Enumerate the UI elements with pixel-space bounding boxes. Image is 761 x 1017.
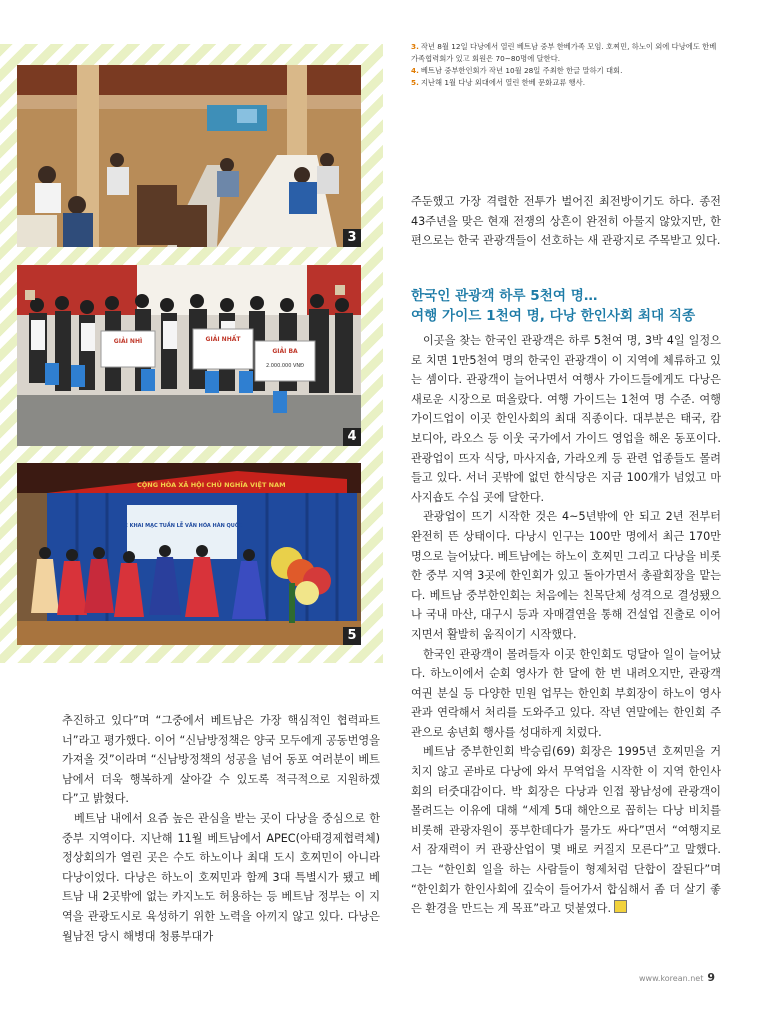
photo-number-4: 4 <box>343 428 361 446</box>
headline-line-1: 한국인 관광객 하루 5천여 명… <box>411 288 598 304</box>
body-paragraph: 관광업이 뜨기 시작한 것은 4~5년밖에 안 되고 2년 전부터 완전히 뜬 상태이다. 다낭시 인구는 100만 명에서 최근 170만 명으로 늘어났다. 베트남에는 하노이 호찌민 그리고 다낭을 비롯한 중부 지역 3곳에 한인회가 있고 돌아가면서 총괄회장을 맡는다. 베트남 중부한인회는 처음에는 친목단체 성격으로 결성됐으나 국내 마산, 대구시 등과 자매결연을 통해 건설업 진출로 이어지면서 활발히 움직이기 시작했다. <box>411 510 721 641</box>
caption-3: 3. 작년 8월 12일 다낭에서 열린 베트남 중부 한베가족 모임. 호찌민, 하노이 외에 다낭에도 한베가족협력회가 있고 회원은 70~80명에 달한다. <box>411 42 717 63</box>
photo-captions <box>411 41 721 89</box>
sign-giai-nhat: GIẢI NHẤT <box>205 336 241 343</box>
page-footer <box>639 971 715 984</box>
body-paragraph: 베트남 내에서 요즘 높은 관심을 받는 곳이 다낭을 중심으로 한 중부 지역이다. 지난해 11월 베트남에서 APEC(아태경제협력체) 정상회의가 열린 곳은 수도 하노이나 최대 도시 호찌민이 아니라 다낭이었다. 다낭은 하노이 호찌민과 함께 3대 특별시가 됐고 베트남 내 2곳밖에 없는 카지노도 허용하는 등 베트남 정부는 이 지역을 관광도시로 육성하기 위한 노력을 아끼지 않고 있다. 다낭은 월남전 당시 해병대 청룡부대가 <box>62 811 380 943</box>
photo-number-3: 3 <box>343 229 361 247</box>
right-column-body <box>411 331 721 919</box>
photo-5-image <box>17 463 361 645</box>
banner-line-1: LỄ KHAI MẠC TUẦN LỄ VĂN HÓA HÀN QUỐC <box>121 523 243 529</box>
left-column-body <box>62 711 380 946</box>
section-headline <box>411 286 721 326</box>
photo-number-5: 5 <box>343 627 361 645</box>
intro-paragraph: 주둔했고 가장 격렬한 전투가 벌어진 최전방이기도 하다. 종전 43주년을 맞은 현재 전쟁의 상흔이 완전히 아물지 않았지만, 한편으로는 한국 관광객들이 선호하는 새 관광지로 주목받고 있다. <box>411 195 721 248</box>
body-paragraph: 이곳을 찾는 한국인 관광객은 하루 5천여 명, 3박 4일 일정으로 치면 1만5천여 명의 한국인 관광객이 이 지역에 체류하고 있는 셈이다. 관광객이 늘어나면서 여행사 가이드들에게도 다낭은 새로운 시장으로 떠올랐다. 여행 가이드는 1천여 명 수준. 여행 가이드업이 이곳 한인사회의 최대 직종이다. 대부분은 태국, 캄보디아, 라오스 등 이웃 국가에서 가이드 영업을 해온 동포이다. 관광업이 뜨자 식당, 마사지숍, 가라오케 등 관련 업종들도 몰려들고 있다. 서너 곳밖에 없던 한식당은 지금 100개가 넘었고 마사지숍도 수십 곳에 달한다. <box>411 334 721 504</box>
photo-family-gathering <box>17 65 361 247</box>
footer-site: www.korean.net <box>638 974 704 983</box>
sign-giai-ba: GIẢI BA <box>272 348 298 355</box>
photo-speech-contest <box>17 265 361 446</box>
photo-culture-exchange <box>17 463 361 645</box>
photo-3-image <box>17 65 361 247</box>
sign-amount: 2.000.000 VNĐ <box>265 363 305 369</box>
sign-giai-nhi: GIẢI NHÌ <box>113 338 143 345</box>
right-column-intro <box>411 192 721 251</box>
body-paragraph: 한국인 관광객이 몰려들자 이곳 한인회도 덩달아 일이 늘어났다. 하노이에서 순회 영사가 한 달에 한 번 내려오지만, 관광객 여권 분실 등 다양한 민원 업무는 한인회 부회장이 하노이 영사관과 연락해서 처리를 도와주고 있다. 작년 연말에는 한인회 주관으로 송년회 행사를 성대하게 치렀다. <box>411 647 721 739</box>
page-number: 9 <box>707 971 715 984</box>
article-end-icon <box>614 900 627 913</box>
photo-4-image <box>17 265 361 446</box>
body-paragraph: 추진하고 있다”며 “그중에서 베트남은 가장 핵심적인 협력파트너”라고 평가했다. 이어 “신남방정책은 양국 모두에게 공동번영을 가져올 것”이라며 “신남방정책의 성공을 넘어 동포 여러분이 베트남에서 더욱 행복하게 살아갈 수 있도록 적극적으로 지원하겠다”고 밝혔다. <box>62 714 380 806</box>
red-banner-text: CỘNG HÒA XÃ HỘI CHỦ NGHĨA VIỆT NAM <box>137 481 286 489</box>
body-paragraph: 베트남 중부한인회 박승림(69) 회장은 1995년 호찌민을 거치지 않고 곧바로 다낭에 와서 무역업을 시작한 이 지역 한인사회의 터줏대감이다. 박 회장은 다낭과 인접 꽝남성에 관광객이 몰려드는 이유에 대해 “세계 5대 해안으로 꼽히는 다낭 비치를 비롯해 관광자원이 풍부한데다가 물가도 싸다”면서 “여행지로서 잠재력이 커 관광산업이 몇 배로 커질지 모른다”고 말했다. 그는 “한인회 일을 하는 사람들이 형제처럼 단합이 잘된다”며 “한인회가 한인사회에 깊숙이 들어가서 합심해서 좀 더 살기 좋은 환경을 만드는 게 목표”라고 덧붙였다. <box>411 745 721 916</box>
caption-4: 4. 베트남 중부한인회가 작년 10월 28일 주최한 한글 말하기 대회. <box>411 66 623 75</box>
headline-line-2: 여행 가이드 1천여 명, 다낭 한인사회 최대 직종 <box>411 308 696 324</box>
caption-5: 5. 지난해 1월 다낭 외대에서 열린 한베 문화교류 행사. <box>411 78 586 87</box>
